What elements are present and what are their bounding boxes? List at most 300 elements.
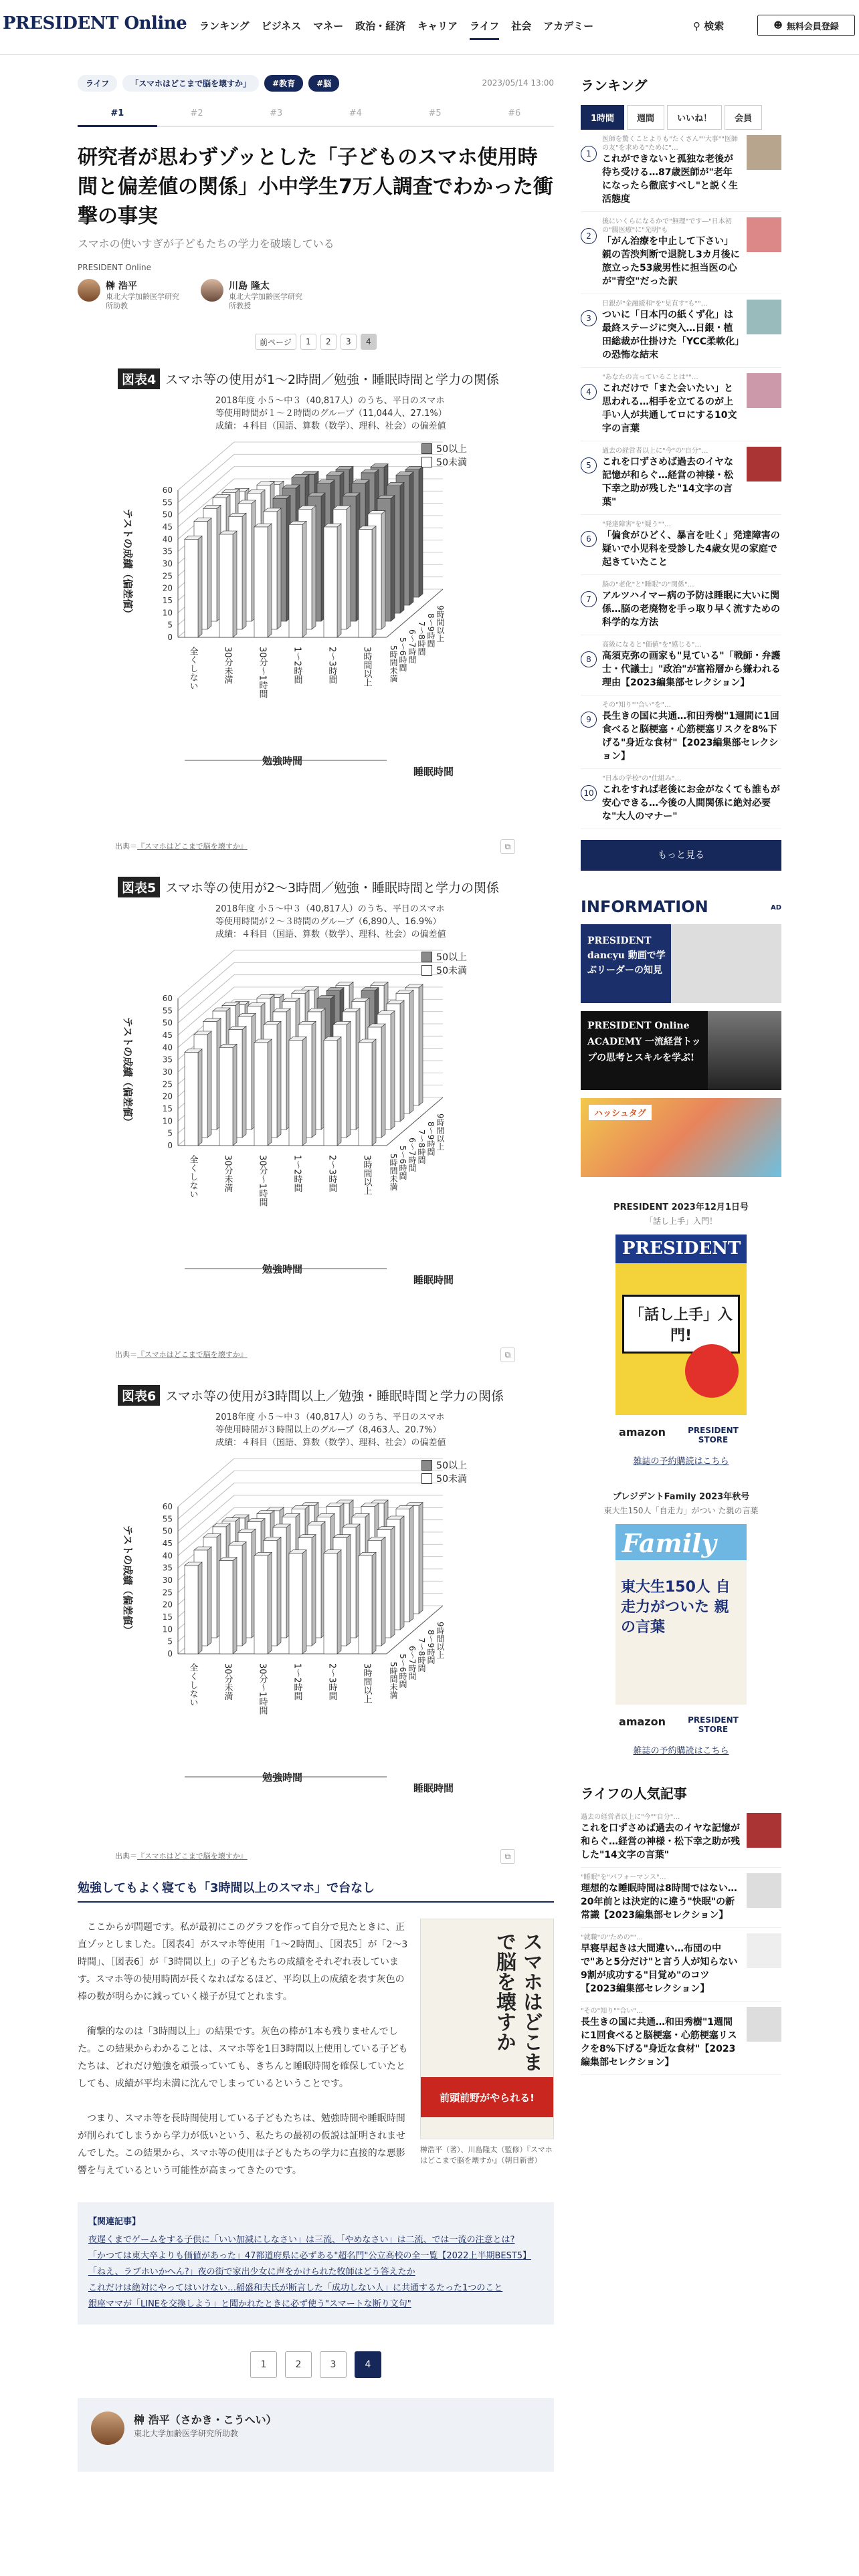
site-logo[interactable]: PRESIDENT Online: [3, 13, 187, 33]
related-link[interactable]: 銀座ママが「LINEを交換しよう」と聞かれたときに必ず使う"スマートな断り文句": [88, 2299, 411, 2309]
ranking-thumbnail: [747, 135, 781, 170]
z-tick-label: 5〜6時間: [398, 1146, 407, 1180]
gridline: [178, 950, 234, 998]
life-article-headline: 早寝早起きは大間違い…布団の中で"あと5分だけ"と言う人が知らない9割が成功する"目覚め"のコツ【2023編集部セレクション】: [581, 1943, 738, 1994]
nav-item[interactable]: ビジネス: [261, 20, 302, 32]
y-tick-label: 55: [162, 498, 173, 508]
nav-item[interactable]: アカデミー: [543, 20, 594, 32]
page-link[interactable]: 1: [300, 334, 316, 350]
x-tick-label: 1〜2時間: [292, 1155, 302, 1192]
x-tick-label: 3時間以上: [361, 647, 372, 687]
life-article-text: [581, 1873, 741, 1922]
life-popular-title: ライフの人気記事: [581, 1786, 687, 1802]
chart-svg: [78, 1453, 554, 1801]
x-tick-label: 30分〜1時間: [257, 1663, 268, 1715]
page-link[interactable]: 3: [341, 334, 357, 350]
y-tick-label: 20: [162, 1091, 173, 1101]
page-tab[interactable]: #1: [78, 108, 157, 127]
z-tick-label: 8〜9時間: [426, 613, 436, 648]
tag-category[interactable]: ライフ: [78, 75, 117, 92]
figure-description: [215, 395, 554, 433]
ranking-number: 4: [581, 384, 597, 400]
legend-label: 50以上: [436, 444, 467, 455]
ranking-tab[interactable]: 会員: [725, 105, 762, 130]
y-tick-label: 25: [162, 571, 173, 581]
bar-side: [419, 1503, 423, 1614]
bar: [219, 1561, 233, 1654]
ranking-tabs: [581, 105, 781, 130]
y-tick-label: 45: [162, 1031, 173, 1040]
ranking-tab[interactable]: 週間: [627, 105, 664, 130]
ad-badge: AD: [770, 904, 781, 911]
ranking-headline: 「偏食がひどく、暴言を吐く」発達障害の疑いで小児科を受診した4歳女児の家庭で起きていたこと: [602, 530, 780, 568]
related-link[interactable]: 「かつては東大卒よりも価値があった」47都道府県に必ずある"超名門"公立高校の全一覧【2022上半期BEST5】: [88, 2251, 532, 2261]
ranking-item[interactable]: [581, 441, 781, 515]
banner-academy-text: PRESIDENT Online ACADEMY 一流経営トップの思考とスキルを学ぶ!: [587, 1021, 701, 1063]
y-tick-label: 25: [162, 1079, 173, 1089]
book-promo[interactable]: [420, 1919, 554, 2197]
figure-source: [115, 841, 248, 851]
ranking-thumbnail: [747, 447, 781, 481]
legend-swatch: [421, 1460, 432, 1471]
related-link[interactable]: これだけは絶対にやってはいけない…稲盛和夫氏が断言した「成功しない人」に共通するたった1つのこと: [88, 2283, 503, 2293]
bar-side: [419, 466, 423, 597]
article-column: [78, 75, 554, 2472]
y-tick-label: 30: [162, 1576, 173, 1585]
author-profile-box: [78, 2398, 554, 2472]
page-tab[interactable]: #2: [190, 108, 203, 118]
author-affil: 東北大学加齢医学研究: [229, 292, 302, 301]
bar: [219, 534, 233, 637]
y-tick-label: 45: [162, 522, 173, 532]
page-tab[interactable]: #6: [508, 108, 521, 118]
z-tick-label: 7〜8時間: [417, 1130, 426, 1164]
subscription-link[interactable]: 雑誌の予約購読はこちら: [633, 1457, 729, 1467]
bar-side: [372, 1552, 376, 1654]
bar-side: [381, 1537, 385, 1646]
magazine-subtitle: 「話し上手」入門！: [644, 1216, 717, 1226]
avatar: [78, 279, 100, 302]
y-axis-label: テストの成績（偏差値）: [122, 1016, 134, 1128]
ranking-number: 8: [581, 651, 597, 667]
page-tab[interactable]: #4: [349, 108, 362, 118]
bar: [359, 530, 372, 637]
life-article-thumbnail: [747, 1933, 781, 1968]
bar: [219, 1047, 233, 1146]
paragraph: 衝撃的なのは「3時間以上」の結果です。灰色の棒が1本も残りませんでした。この結果からわかることは、スマホ等を1日3時間以上使用している子どもたちは、どれだけ勉強を頑張っていても、きちんと睡眠時間を確保していたとしても、成績が平均未満に沈んでしまっているということです。: [78, 2026, 408, 2089]
legend-swatch: [421, 1473, 432, 1484]
ranking-text: [602, 520, 781, 569]
ranking-item[interactable]: [581, 294, 781, 368]
x-tick-label: 2〜3時間: [326, 1155, 337, 1192]
bar-side: [198, 536, 202, 637]
page-link[interactable]: 2: [285, 2351, 312, 2378]
magazine-title: PRESIDENT 2023年12月1日号: [613, 1202, 749, 1212]
x-axis-label: 勉強時間: [262, 755, 303, 767]
figure-title-text: スマホ等の使用が3時間以上／勉強・睡眠時間と学力の関係: [165, 1389, 504, 1404]
information-label: INFORMATION: [581, 897, 708, 916]
ranking-kicker: 高級になると"価値"を"感じる"…: [602, 641, 702, 649]
figure: [78, 1385, 554, 1866]
prev-page-button[interactable]: 前ページ: [255, 334, 296, 350]
y-axis-label: テストの成績（偏差値）: [122, 508, 134, 619]
figure-source-prefix: 出典＝: [115, 842, 137, 851]
z-tick-label: 7〜8時間: [417, 621, 426, 656]
president-store-link[interactable]: PRESIDENT STORE: [688, 1426, 739, 1444]
y-tick-label: 55: [162, 1514, 173, 1524]
y-tick-label: 15: [162, 1104, 173, 1113]
x-tick-label: 30分未満: [222, 1663, 233, 1701]
bar-side: [337, 524, 341, 637]
bar-side: [347, 506, 351, 629]
author-card[interactable]: [201, 279, 302, 311]
nav-item[interactable]: キャリア: [417, 20, 458, 32]
paragraph: つまり、スマホ等を長時間使用している子どもたちは、勉強時間や睡眠時間が削られてしまうから学力が低いという、私たちの最初の仮説は証明されませんでした。この結果から、スマホ等の使用は子どもたちの学力に直接的な悪影響を与えているという可能性が高まってきたのです。: [78, 2113, 405, 2176]
figure-description-line: 成績：４科目（国語、算数（数学）、理科、社会）の偏差値: [215, 930, 446, 940]
legend-label: 50未満: [436, 1474, 467, 1485]
banner-hashtag[interactable]: [581, 1098, 781, 1177]
author-affil: 東北大学加齢医学研究: [106, 292, 179, 301]
x-tick-label: 2〜3時間: [326, 1663, 337, 1701]
legend-entry: [421, 1459, 467, 1472]
bar-side: [198, 1562, 202, 1654]
article-body: [78, 1919, 554, 2197]
figure-source-link[interactable]: 『スマホはどこまで脳を壊すか』: [137, 1350, 248, 1359]
bar: [289, 524, 302, 637]
x-tick-label: 全くしない: [187, 1155, 198, 1198]
bar: [185, 1053, 198, 1146]
life-article-text: [581, 2007, 741, 2069]
related-link[interactable]: 夜遅くまでゲームをする子供に「いい加減にしなさい」は三流、「やめなさい」は二流、では一流の注意とは?: [88, 2235, 515, 2245]
ranking-kicker: 日銀が"金融緩和"を"見直す"も""…: [602, 300, 708, 308]
bar-side: [242, 1027, 246, 1138]
ranking-thumbnail: [747, 300, 781, 334]
bottom-pager: [78, 2351, 554, 2378]
bar-side: [207, 1031, 211, 1138]
bar-side: [372, 526, 376, 637]
bar-side: [312, 1021, 316, 1138]
ranking-number: 9: [581, 712, 597, 728]
top-pager: [78, 334, 554, 350]
information-title: [581, 897, 781, 916]
site-header: [0, 0, 859, 55]
y-tick-label: 35: [162, 546, 173, 556]
article-title: 研究者が思わずゾッとした「子どものスマホ使用時間と偏差値の関係」小中学生7万人調査でわかった衝撃の事実: [78, 146, 553, 228]
bar: [254, 527, 268, 637]
page-link[interactable]: 2: [320, 334, 337, 350]
y-tick-label: 50: [162, 1526, 173, 1536]
y-tick-label: 55: [162, 1006, 173, 1016]
banner-dancyu-text: PRESIDENT dancyu 動画で学ぶリーダーの知見: [587, 936, 666, 976]
ranking-kicker: "発達障害"を"疑う""…: [602, 521, 671, 528]
related-title: 【関連記事】: [88, 2217, 141, 2227]
ranking-item[interactable]: [581, 515, 781, 575]
y-tick-label: 5: [167, 1636, 173, 1646]
figure-label: 図表4: [118, 368, 160, 389]
ranking-headline: これを口ずさめば過去のイヤな記憶が和らぐ…経営の神様・松下幸之助が残した"14文字の言葉": [602, 457, 733, 508]
figure-source-link[interactable]: 『スマホはどこまで脳を壊すか』: [137, 842, 248, 851]
bar-side: [277, 1537, 281, 1646]
life-article-headline: 理想的な睡眠時間は8時間ではない…20年前とは決定的に違う"快眠"の新常識【2023編集部セレクション】: [581, 1883, 737, 1921]
z-tick-label: 6〜7時間: [407, 1138, 417, 1172]
y-tick-label: 40: [162, 1551, 173, 1561]
legend-label: 50以上: [436, 952, 467, 963]
bar: [254, 1043, 268, 1146]
bar-side: [268, 1552, 272, 1654]
ranking-headline: アルツハイマー病の予防は睡眠に大いに関係…脳の老廃物を手っ取り早く流すための科学的な方法: [602, 591, 780, 628]
bar-side: [391, 496, 395, 621]
figure-description: [215, 903, 554, 941]
nav-item[interactable]: 社会: [511, 20, 532, 32]
magazine-title: プレジデントFamily 2023年秋号: [612, 1492, 750, 1502]
page-link-current[interactable]: 4: [355, 2351, 381, 2378]
bar: [185, 1566, 198, 1654]
bar-side: [337, 1550, 341, 1654]
ranking-item[interactable]: [581, 769, 781, 829]
bar-side: [400, 482, 404, 613]
banner-dancyu[interactable]: [581, 924, 781, 1003]
president-store-link[interactable]: PRESIDENT STORE: [688, 1715, 739, 1734]
publish-date: 2023/05/14 13:00: [482, 78, 554, 88]
ranking-number: 7: [581, 591, 597, 607]
magazine-cover-headline: 「話し上手」入門!: [622, 1295, 740, 1354]
ranking-kicker: "日本の学校"の"仕組み"…: [602, 775, 682, 782]
figure-title: [118, 368, 554, 389]
y-tick-label: 35: [162, 1563, 173, 1573]
life-article-text: [581, 1933, 741, 1996]
ranking-tab[interactable]: いいね！: [667, 105, 722, 130]
figure-description-line: 等使用時間が２〜３時間のグループ（6,890人、16.9%）: [215, 917, 442, 927]
author-profile-name: 榊 浩平（さかき・こうへい）: [134, 2413, 277, 2426]
article-subtitle: スマホの使いすぎが子どもたちの学力を破壊している: [78, 237, 335, 250]
ranking-item[interactable]: [581, 212, 781, 294]
y-tick-label: 50: [162, 510, 173, 520]
register-button[interactable]: [757, 15, 855, 36]
figure-source-link[interactable]: 『スマホはどこまで脳を壊すか』: [137, 1852, 248, 1860]
amazon-link[interactable]: amazon: [619, 1715, 666, 1728]
y-tick-label: 10: [162, 1624, 173, 1634]
figure-description-line: 2018年度 小５〜中３（40,817人）のうち、平日のスマホ: [215, 396, 445, 406]
magazine-subtitle: 東大生150人「自走力」がつい た親の言葉: [603, 1506, 759, 1515]
life-article-headline: 長生きの国に共通…和田秀樹"1週間に1回食べると脳梗塞・心筋梗塞リスクを8%下げる"身近な食材"【2023編集部セレクション】: [581, 2017, 737, 2068]
bar-side: [233, 531, 237, 637]
ranking-number: 3: [581, 310, 597, 326]
ranking-item[interactable]: [581, 130, 781, 212]
ranking-item[interactable]: [581, 695, 781, 769]
tag-education[interactable]: #教育: [264, 75, 303, 92]
ranking-list: [581, 130, 781, 829]
legend-entry: [421, 455, 467, 469]
tag-series[interactable]: 「スマホはどこまで脳を壊すか」: [122, 75, 259, 92]
ranking-number: 10: [581, 785, 597, 801]
figure-description-line: 2018年度 小５〜中３（40,817人）のうち、平日のスマホ: [215, 904, 445, 914]
legend-label: 50未満: [436, 966, 467, 976]
x-tick-label: 3時間以上: [361, 1155, 372, 1196]
expand-icon[interactable]: ⧉: [500, 1849, 515, 1864]
ranking-text: [602, 580, 781, 629]
y-tick-label: 0: [167, 633, 173, 642]
x-tick-label: 3時間以上: [361, 1663, 372, 1704]
y-tick-label: 40: [162, 1043, 173, 1053]
life-article-item[interactable]: [581, 1928, 781, 2002]
more-button[interactable]: もっと見る: [581, 840, 781, 871]
life-article-kicker: "就職"の"ための""…: [581, 1934, 643, 1941]
book-caption: 榊浩平（著）、川島隆太（監修）『スマホはどこまで脳を壊すか』（朝日新書）: [420, 2145, 553, 2165]
ranking-item[interactable]: [581, 635, 781, 695]
z-tick-label: 5時間未満: [389, 1154, 398, 1191]
figure-title-text: スマホ等の使用が1〜2時間／勉強・睡眠時間と学力の関係: [165, 372, 500, 387]
page-tab[interactable]: #3: [270, 108, 283, 118]
y-tick-label: 5: [167, 1128, 173, 1138]
life-article-kicker: "睡眠"を"パフォーマンス"…: [581, 1874, 666, 1881]
bar-side: [409, 1505, 413, 1622]
ranking-text: [602, 217, 741, 288]
bar-side: [233, 1044, 237, 1146]
x-tick-label: 全くしない: [187, 647, 198, 690]
bar: [185, 539, 198, 637]
life-article-kicker: "その"知り""合い"…: [581, 2008, 643, 2015]
subscription-link[interactable]: 雑誌の予約購読はこちら: [633, 1746, 729, 1756]
y-tick-label: 5: [167, 620, 173, 630]
nav-item[interactable]: 政治・経済: [355, 20, 406, 32]
expand-icon[interactable]: ⧉: [500, 839, 515, 854]
ranking-item[interactable]: [581, 575, 781, 635]
figure-source: [115, 1850, 248, 1861]
magazine-cover-headline: 東大生150人 自走力がついた 親の言葉: [621, 1579, 731, 1636]
ranking-title: ランキング: [581, 78, 648, 94]
x-axis-label: 勉強時間: [262, 1772, 303, 1784]
nav-item[interactable]: ライフ: [470, 19, 499, 40]
y-tick-label: 45: [162, 1539, 173, 1548]
figure-description-line: 等使用時間が３時間以上のグループ（8,463人、20.7%）: [215, 1425, 442, 1435]
magazine-cover[interactable]: PRESIDENT 「話し上手」入門!: [615, 1235, 747, 1415]
nav-item[interactable]: ランキング: [199, 20, 250, 32]
search-icon: ⚲: [693, 20, 700, 32]
figure-description-line: 成績：４科目（国語、算数（数学）、理科、社会）の偏差値: [215, 1438, 446, 1448]
bar-side: [302, 521, 306, 637]
bar: [359, 1043, 372, 1146]
life-article-item[interactable]: [581, 1808, 781, 1868]
page-tab[interactable]: #5: [428, 108, 442, 118]
ranking-text: [602, 641, 781, 689]
z-tick-label: 6〜7時間: [407, 1646, 417, 1681]
figure-description-line: 2018年度 小５〜中３（40,817人）のうち、平日のスマホ: [215, 1412, 445, 1422]
bar: [359, 1555, 372, 1654]
search-button[interactable]: [693, 19, 724, 33]
amazon-link[interactable]: amazon: [619, 1426, 666, 1438]
bar-side: [347, 1535, 351, 1646]
page-tabs: [78, 108, 554, 127]
related-link[interactable]: 「ねえ、ラブホいかへん?」夜の街で家出少女に声をかけられた牧師はどう答えたか: [88, 2267, 415, 2277]
author-affil-2: 所教授: [229, 302, 251, 310]
media-name: PRESIDENT Online: [78, 263, 151, 272]
body-text: [78, 1919, 409, 2197]
bar-side: [381, 511, 385, 629]
life-article-kicker: 過去の経営者以上に"今""自分"…: [581, 1814, 680, 1821]
author-card[interactable]: [78, 279, 179, 311]
related-articles: [78, 2202, 554, 2325]
x-tick-label: 1〜2時間: [292, 1663, 302, 1701]
author-profile-affil: 東北大学加齢医学研究所助教: [134, 2429, 239, 2438]
bar-side: [268, 1039, 272, 1146]
bar-side: [347, 1021, 351, 1138]
gridline: [178, 442, 234, 490]
shop-links: [581, 1426, 781, 1444]
y-tick-label: 40: [162, 534, 173, 544]
y-tick-label: 30: [162, 559, 173, 568]
bar: [254, 1555, 268, 1654]
bar-side: [419, 984, 423, 1105]
legend-entry: [421, 442, 467, 455]
bar-side: [277, 508, 281, 629]
book-cover-title: スマホはどこまで脳を壊すか: [492, 1931, 543, 2072]
figure-label: 図表6: [118, 1385, 160, 1406]
z-tick-label: 8〜9時間: [426, 1121, 436, 1156]
author-list: [78, 279, 554, 311]
legend-label: 50以上: [436, 1461, 467, 1471]
y-tick-label: 0: [167, 1141, 173, 1150]
search-label: 検索: [704, 20, 725, 32]
ranking-tab[interactable]: 1時間: [581, 105, 624, 130]
y-tick-label: 35: [162, 1055, 173, 1065]
y-tick-label: 60: [162, 1502, 173, 1511]
page-link[interactable]: 1: [250, 2351, 277, 2378]
page-link[interactable]: 3: [320, 2351, 347, 2378]
z-tick-label: 5時間未満: [389, 1662, 398, 1699]
ranking-number: 1: [581, 146, 597, 162]
bar-side: [277, 1021, 281, 1138]
z-tick-label: 5〜6時間: [398, 1654, 407, 1689]
bar-side: [302, 1037, 306, 1146]
life-article-item[interactable]: [581, 2002, 781, 2075]
ranking-item[interactable]: [581, 368, 781, 441]
bar-side: [372, 1039, 376, 1146]
figure-title: [118, 877, 554, 897]
life-article-item[interactable]: [581, 1868, 781, 1928]
gridline: [178, 1459, 234, 1507]
ranking-text: [602, 135, 741, 206]
y-tick-label: 15: [162, 1612, 173, 1622]
x-tick-label: 30分未満: [222, 647, 233, 684]
ranking-thumbnail: [747, 217, 781, 252]
x-tick-label: 30分〜1時間: [257, 647, 268, 698]
ranking-number: 2: [581, 228, 597, 244]
bar-side: [400, 1516, 404, 1630]
tag-row: [78, 75, 554, 91]
z-tick-label: 6〜7時間: [407, 629, 417, 664]
z-tick-label: 9時間以上: [436, 1113, 445, 1151]
figure-label: 図表5: [118, 877, 160, 897]
ranking-kicker: 後にいくらになるかで"無理"です―"日本初の"腸医療"に"光明"も: [602, 218, 732, 234]
ranking-headline: これができないと孤独な老後が待ち受ける…87歳医師が"老年になったら徹底すべし"と説く生活態度: [602, 154, 739, 205]
ranking-text: [602, 447, 741, 509]
bar: [289, 1553, 302, 1654]
y-tick-label: 20: [162, 583, 173, 593]
banner-academy[interactable]: [581, 1011, 781, 1090]
bar-side: [233, 1558, 237, 1654]
nav-item[interactable]: マネー: [313, 20, 344, 32]
x-tick-label: 30分未満: [222, 1155, 233, 1192]
expand-icon[interactable]: ⧉: [500, 1348, 515, 1362]
x-tick-label: 1〜2時間: [292, 647, 302, 684]
bar-side: [207, 518, 211, 629]
user-icon: ☻: [773, 20, 783, 31]
tag-brain[interactable]: #脳: [308, 75, 339, 92]
magazine-cover[interactable]: Family 東大生150人 自走力がついた 親の言葉: [615, 1524, 747, 1705]
page-link-current[interactable]: 4: [361, 334, 377, 350]
bar-side: [312, 506, 316, 629]
figure-title: [118, 1385, 554, 1406]
